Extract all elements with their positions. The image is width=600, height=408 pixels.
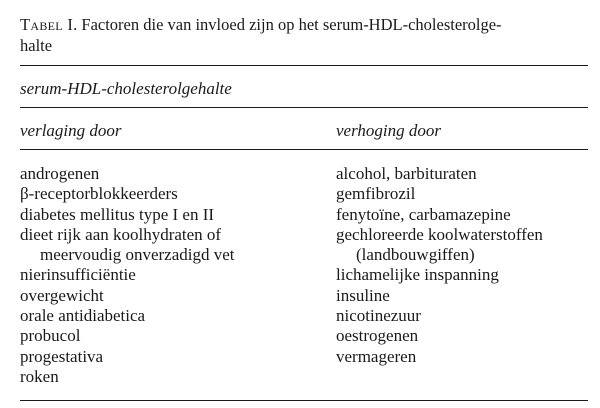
top-rule — [20, 65, 588, 66]
table-subheading: serum-HDL-cholesterolgehalte — [20, 79, 232, 98]
decrease-factor-item — [20, 225, 336, 266]
table-caption-label: Tabel I — [20, 15, 74, 34]
decrease-factor-item — [20, 265, 336, 285]
decrease-factor-item — [20, 326, 336, 346]
decrease-factor-item — [20, 306, 336, 326]
decrease-factor-item — [20, 286, 336, 306]
decrease-factor-item-text-continued: meervoudig onverzadigd vet — [40, 245, 235, 265]
increase-factor-item — [336, 205, 588, 225]
decrease-factor-item — [20, 367, 336, 387]
increase-factor-item-text: nicotinezuur — [336, 306, 421, 326]
header-rule — [20, 149, 588, 150]
increase-factor-item-text: insuline — [336, 285, 390, 305]
increase-factors-list — [336, 164, 588, 387]
increase-factor-item-text: oestrogenen — [336, 326, 419, 346]
column-header-increase: verhoging door — [336, 121, 441, 140]
table-caption-text-continued: halte — [20, 36, 53, 55]
increase-factor-item — [336, 306, 588, 326]
bottom-rule — [20, 400, 588, 401]
column-headers — [20, 120, 588, 141]
subheading-rule — [20, 107, 588, 108]
decrease-factor-item-text: overgewicht — [20, 285, 104, 305]
table-caption — [20, 14, 588, 56]
decrease-factor-item-text: androgenen — [20, 164, 100, 183]
decrease-factor-item-text: probucol — [20, 326, 81, 346]
decrease-factor-item-text: diabetes mellitus type I en II — [20, 204, 215, 224]
decrease-factor-item-text: β-receptorblokkeerders — [20, 184, 178, 204]
increase-factor-item — [336, 286, 588, 306]
increase-factor-item-text: lichamelijke inspanning — [336, 265, 499, 285]
decrease-factor-item-text: nierinsufficiëntie — [20, 265, 136, 285]
decrease-factor-item-text: progestativa — [20, 346, 104, 366]
increase-factor-item-text: gechloreerde koolwaterstoffen — [336, 224, 543, 244]
decrease-factor-item-text: orale antidiabetica — [20, 306, 146, 326]
table-page — [20, 14, 588, 387]
decrease-factor-item-text: dieet rijk aan koolhydraten of — [20, 224, 222, 244]
increase-factor-item-text: fenytoïne, carbamazepine — [336, 204, 511, 224]
increase-factor-item-text: gemfibrozil — [336, 184, 416, 204]
increase-factor-item — [336, 184, 588, 204]
decrease-factor-item — [20, 205, 336, 225]
increase-factor-item — [336, 225, 588, 266]
increase-factor-item-text: alcohol, barbituraten — [336, 164, 477, 183]
decrease-factor-item-text: roken — [20, 366, 59, 386]
column-header-decrease: verlaging door — [20, 121, 122, 140]
decrease-factor-item — [20, 347, 336, 367]
increase-factor-item-text: vermageren — [336, 346, 417, 366]
table-body — [20, 164, 588, 387]
increase-factor-item — [336, 265, 588, 285]
table-caption-text: . Factoren die van invloed zijn op het serum-HDL-cholesterolge- — [73, 15, 502, 34]
increase-factor-item — [336, 326, 588, 346]
decrease-factor-item — [20, 164, 336, 184]
increase-factor-item-text-continued: (landbouwgiffen) — [356, 245, 475, 265]
increase-factor-item — [336, 347, 588, 367]
decrease-factors-list — [20, 164, 336, 387]
increase-factor-item — [336, 164, 588, 184]
decrease-factor-item — [20, 184, 336, 204]
